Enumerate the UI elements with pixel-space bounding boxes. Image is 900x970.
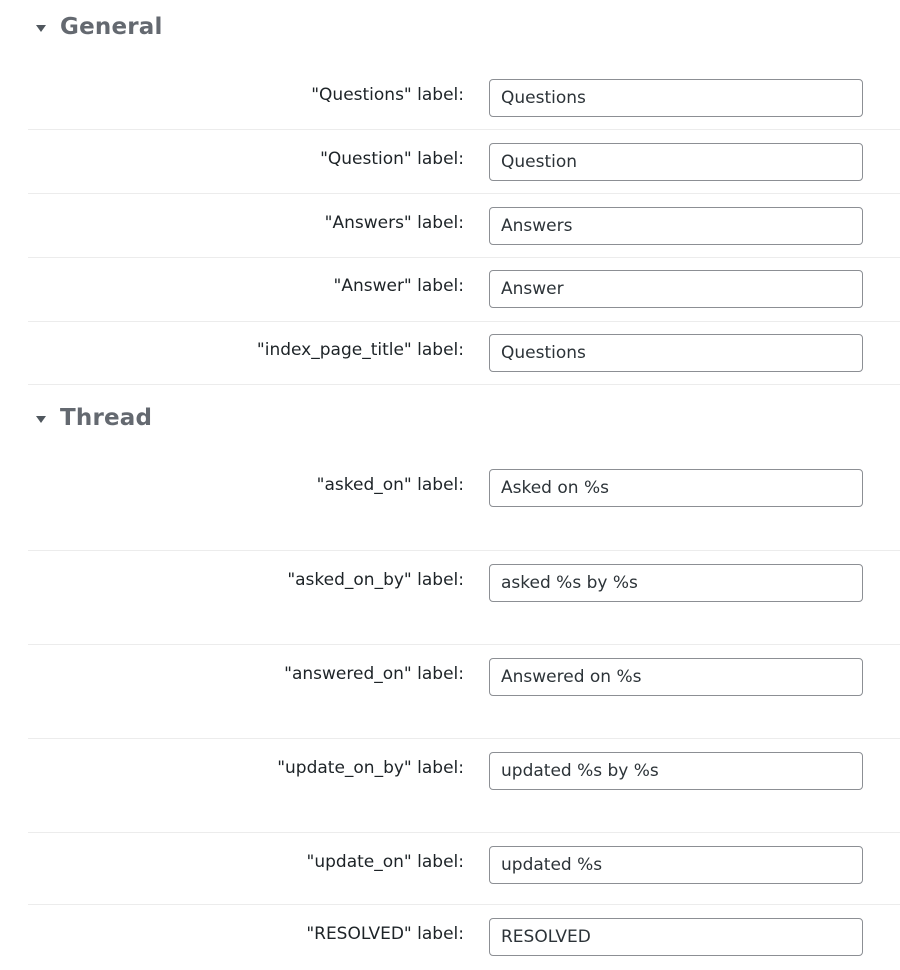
answered-on-label-input[interactable] [489, 658, 863, 696]
field-label: "Question" label: [320, 149, 464, 169]
field-row-question [28, 130, 900, 194]
field-row-resolved [28, 905, 900, 970]
field-label: "update_on" label: [306, 852, 464, 872]
caret-down-icon [36, 25, 46, 32]
asked-on-by-label-input[interactable] [489, 564, 863, 602]
section-general-toggle[interactable] [36, 14, 163, 40]
field-label: "index_page_title" label: [256, 340, 464, 360]
update-on-by-label-input[interactable] [489, 752, 863, 790]
caret-down-icon [36, 416, 46, 423]
field-label: "answered_on" label: [284, 664, 464, 684]
question-label-input[interactable] [489, 143, 863, 181]
field-row-answered-on [28, 645, 900, 739]
field-label: "Answer" label: [333, 276, 464, 296]
field-row-answer [28, 258, 900, 322]
field-row-questions [28, 66, 900, 130]
section-thread-toggle[interactable] [36, 405, 152, 431]
field-label: "update_on_by" label: [277, 758, 464, 778]
field-row-asked-on-by [28, 551, 900, 645]
field-label: "RESOLVED" label: [306, 924, 464, 944]
section-title: Thread [60, 405, 153, 431]
questions-label-input[interactable] [489, 79, 863, 117]
section-title: General [60, 14, 163, 40]
field-label: "Answers" label: [324, 213, 464, 233]
field-label: "asked_on" label: [316, 475, 464, 495]
resolved-label-input[interactable] [489, 918, 863, 956]
field-row-update-on-by [28, 739, 900, 833]
field-row-index-page-title [28, 322, 900, 385]
asked-on-label-input[interactable] [489, 469, 863, 507]
field-row-answers [28, 194, 900, 258]
index-page-title-label-input[interactable] [489, 334, 863, 372]
field-row-update-on [28, 833, 900, 905]
update-on-label-input[interactable] [489, 846, 863, 884]
field-label: "Questions" label: [311, 85, 464, 105]
answer-label-input[interactable] [489, 270, 863, 308]
field-row-asked-on [28, 456, 900, 551]
answers-label-input[interactable] [489, 207, 863, 245]
field-label: "asked_on_by" label: [287, 570, 464, 590]
